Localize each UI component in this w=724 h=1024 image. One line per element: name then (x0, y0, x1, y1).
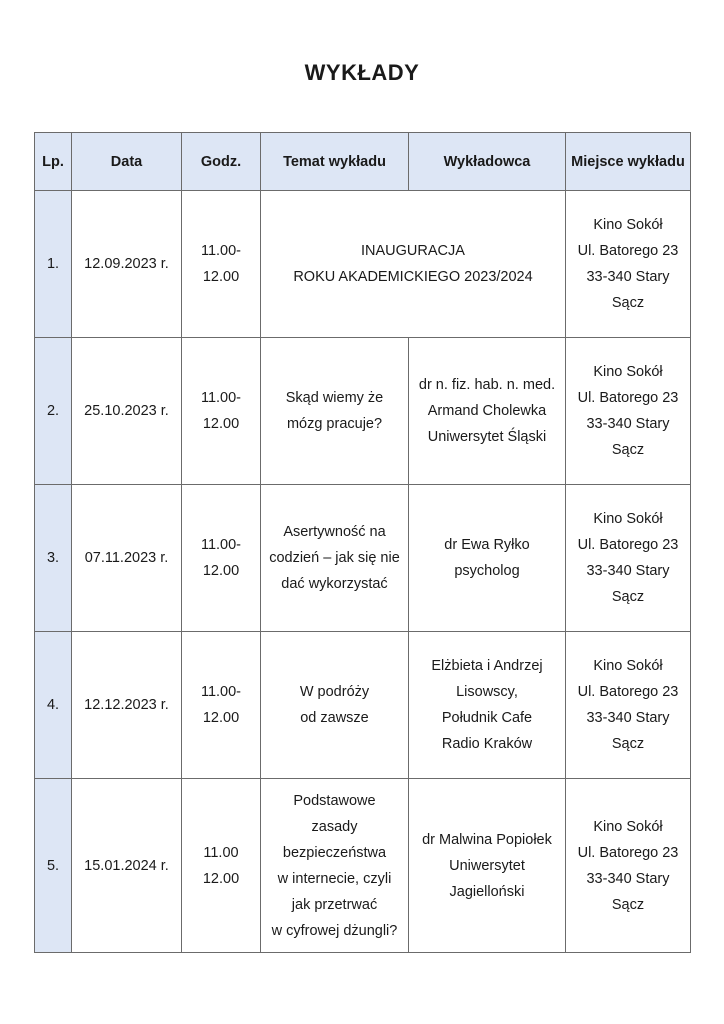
lecturer-cell (409, 632, 566, 779)
table-header-row (35, 133, 691, 191)
date-value: 07.11.2023 r. (84, 550, 169, 566)
venue-cell (566, 779, 691, 953)
topic-value: INAUGURACJA ROKU AKADEMICKIEGO 2023/2024 (293, 243, 533, 285)
topic-value: Asertywność na codzień – jak się nie dać wykorzystać (269, 524, 400, 592)
lecturer-value: dr Malwina Popiołek Uniwersytet Jagielloński (422, 831, 552, 900)
column-header-temat: Temat wykładu (261, 133, 409, 191)
column-header-miejsce: Miejsce wykładu (566, 133, 691, 191)
venue-value: Kino Sokół Ul. Batorego 23 33-340 Stary Sącz (577, 364, 679, 458)
topic-cell (261, 338, 409, 485)
venue-cell (566, 485, 691, 632)
time-cell (182, 779, 261, 953)
venue-value: Kino Sokół Ul. Batorego 23 33-340 Stary Sącz (577, 511, 679, 605)
page-title: WYKŁADY (304, 60, 420, 85)
date-cell (72, 485, 182, 632)
table-row (35, 485, 691, 632)
topic-value: Podstawowe zasady bezpieczeństwa w internecie, czyli jak przetrwać w cyfrowej dżungli? (271, 792, 398, 939)
date-cell (72, 779, 182, 953)
table-row (35, 632, 691, 779)
topic-cell (261, 191, 566, 338)
lecturer-value: Elżbieta i Andrzej Lisowscy, Południk Cafe Radio Kraków (431, 658, 543, 752)
column-header-data: Data (72, 133, 182, 191)
column-header-lp: Lp. (35, 133, 72, 191)
date-value: 12.12.2023 r. (84, 697, 169, 713)
venue-value: Kino Sokół Ul. Batorego 23 33-340 Stary Sącz (577, 217, 679, 311)
date-value: 12.09.2023 r. (84, 256, 169, 272)
topic-cell (261, 779, 409, 953)
lp-cell (35, 779, 72, 953)
date-value: 25.10.2023 r. (84, 403, 169, 419)
venue-value: Kino Sokół Ul. Batorego 23 33-340 Stary Sącz (577, 818, 679, 913)
lp-value: 4. (46, 697, 60, 713)
topic-cell (261, 485, 409, 632)
lecturer-cell (409, 485, 566, 632)
table-row (35, 191, 691, 338)
lp-cell (35, 485, 72, 632)
date-cell (72, 632, 182, 779)
topic-value: W podróży od zawsze (299, 684, 370, 726)
lp-cell (35, 338, 72, 485)
venue-cell (566, 191, 691, 338)
time-cell (182, 191, 261, 338)
lecturer-value: dr n. fiz. hab. n. med. Armand Cholewka Uniwersytet Śląski (418, 377, 556, 445)
time-cell (182, 485, 261, 632)
date-value: 15.01.2024 r. (84, 857, 169, 874)
table-row (35, 779, 691, 953)
table-row (35, 338, 691, 485)
venue-cell (566, 632, 691, 779)
lecturer-value: dr Ewa Ryłko psycholog (444, 537, 530, 579)
time-value: 11.00 12.00 (202, 844, 240, 887)
topic-value: Skąd wiemy że mózg pracuje? (285, 390, 384, 432)
lp-cell (35, 632, 72, 779)
time-value: 11.00- 12.00 (200, 684, 242, 726)
venue-value: Kino Sokół Ul. Batorego 23 33-340 Stary Sącz (577, 658, 679, 752)
venue-cell (566, 338, 691, 485)
time-value: 11.00- 12.00 (200, 243, 242, 285)
lp-value: 5. (46, 857, 60, 874)
time-cell (182, 632, 261, 779)
time-value: 11.00- 12.00 (200, 537, 242, 579)
column-header-wykladowca: Wykładowca (409, 133, 566, 191)
topic-cell (261, 632, 409, 779)
date-cell (72, 338, 182, 485)
lp-value: 2. (46, 403, 60, 419)
date-cell (72, 191, 182, 338)
lecturer-cell (409, 338, 566, 485)
lp-value: 3. (46, 550, 60, 566)
time-cell (182, 338, 261, 485)
lp-value: 1. (46, 256, 60, 272)
lectures-table (34, 132, 691, 953)
lp-cell (35, 191, 72, 338)
column-header-godz: Godz. (182, 133, 261, 191)
time-value: 11.00- 12.00 (200, 390, 242, 432)
lecturer-cell (409, 779, 566, 953)
